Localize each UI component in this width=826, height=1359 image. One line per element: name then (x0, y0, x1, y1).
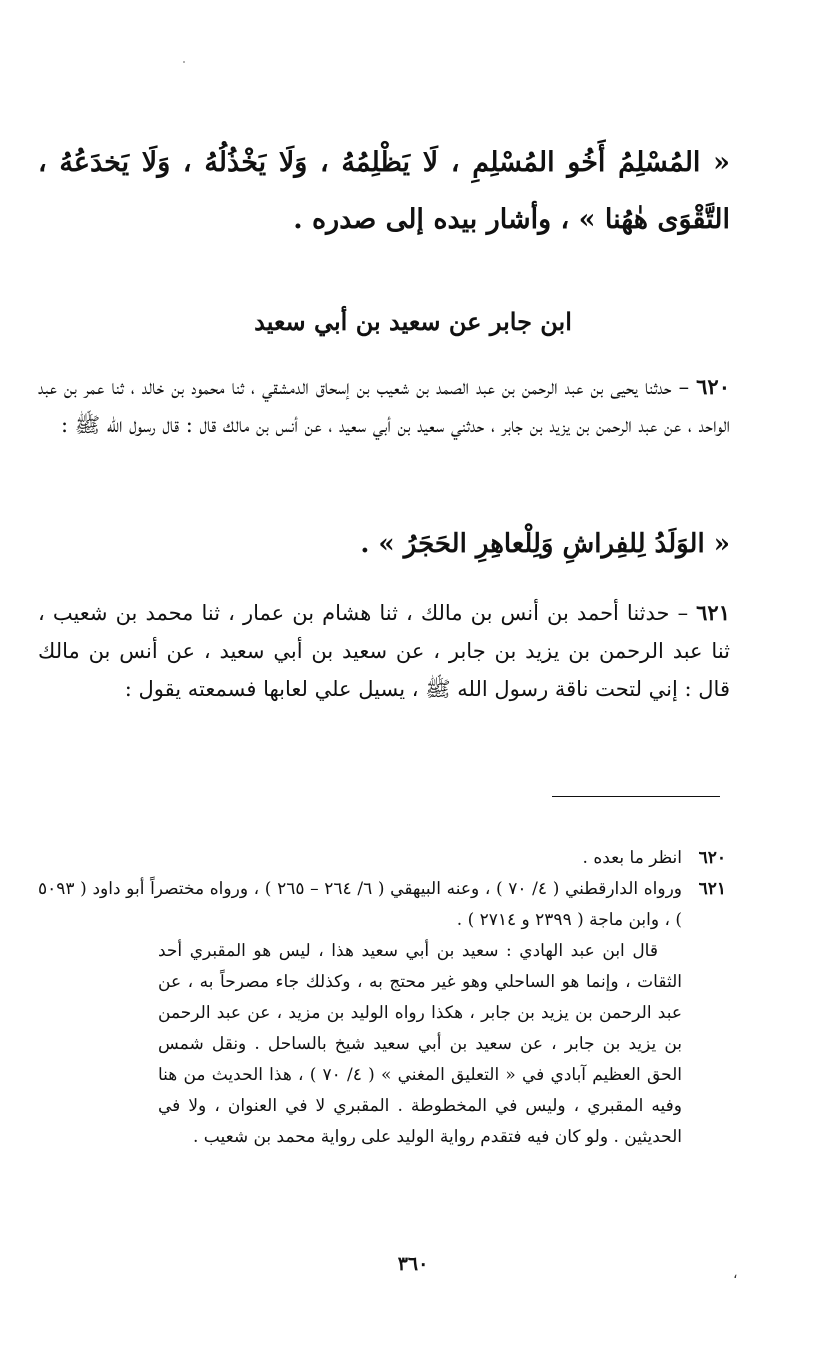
footnote-number: ٦٢٠ (698, 848, 726, 868)
footnote-separator (552, 796, 720, 797)
page-number: ٣٦٠ (397, 1253, 429, 1275)
hadith-text: – حدثنا أحمد بن أنس بن مالك ، ثنا هشام بن عمار ، ثنا محمد بن شعيب ، ثنا عبد الرحمن بن يزيد بن جابر ، عن سعيد بن أبي سعيد ، عن أنس بن مالك قال : إني لتحت ناقة رسول الله ﷺ ، يسيل علي لعابها فسمعته يقول : (38, 601, 730, 701)
hadith-number: ٦٢١ (696, 600, 730, 625)
scan-mark: ، (733, 1266, 738, 1282)
hadith-number: ٦٢٠ (696, 374, 730, 399)
hadith-620-quote: « الوَلَدُ لِلفِراشِ وَلِلْعاهِرِ الحَجَرُ » . (360, 529, 730, 559)
hadith-620 (38, 368, 730, 444)
footnote-text: انظر ما بعده . (582, 848, 682, 868)
hadith-621 (38, 594, 730, 708)
section-heading: ابن جابر عن سعيد بن أبي سعيد (254, 307, 572, 336)
footnotes (38, 843, 726, 1153)
footnote-text: ورواه الدارقطني ( ٤/ ٧٠ ) ، وعنه البيهقي ( ٦/ ٢٦٤ – ٢٦٥ ) ، ورواه مختصراً أبو داود ( ٥٠٩٣ ) ، وابن ماجة ( ٢٣٩٩ و ٢٧١٤ ) . (38, 879, 683, 930)
scan-speck (183, 61, 185, 63)
footnote-621-comment: قال ابن عبد الهادي : سعيد بن أبي سعيد هذا ، ليس هو المقبري أحد الثقات ، وإنما هو الساحلي وهو غير محتج به ، وكذلك جاء مصرحاً به ، عن عبد الرحمن بن يزيد بن جابر ، هكذا رواه الوليد بن مزيد ، عن عبد الرحمن بن يزيد بن جابر ، عن سعيد بن أبي سعيد شيخ بالساحل . ونقل شمس الحق العظيم آبادي في « التعليق المغني » ( ٤/ ٧٠ ) ، هذا الحديث من هنا وفيه المقبري ، وليس في المخطوطة . المقبري لا في العنوان ، ولا في الحديثين . ولو كان فيه فتقدم رواية الوليد على رواية محمد بن شعيب . (158, 941, 682, 1147)
footnote-number: ٦٢١ (698, 879, 726, 899)
footnote-620 (38, 843, 726, 874)
hadith-text: – حدثنا يحيى بن عبد الرحمن بن عبد الصمد بن شعيب بن إسحاق الدمشقي ، ثنا محمود بن خالد ، ثنا عمر بن عبد الواحد ، عن عبد الرحمن بن يزيد بن جابر ، حدثني سعيد بن أبي سعيد ، عن أنس بن مالك قال : قال رسول الله ﷺ : (38, 375, 730, 437)
footnote-621 (38, 874, 726, 936)
opening-quote: « المُسْلِمُ أَخُو المُسْلِمِ ، لَا يَظْلِمُهُ ، وَلَا يَخْذُلُهُ ، وَلَا يَخدَعُهُ ، التَّقْوَى هٰهُنا » ، وأشار بيده إلى صدره . (38, 147, 730, 235)
